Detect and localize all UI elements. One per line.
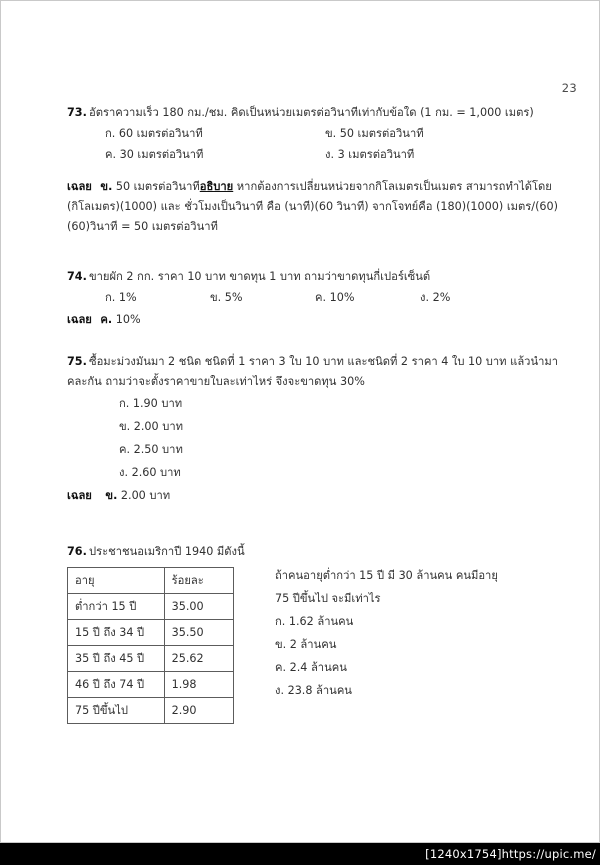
question-76 — [67, 542, 567, 724]
table-header-row — [68, 568, 234, 594]
table-cell-percent: 1.98 — [164, 672, 233, 698]
question-73-choice-b[interactable]: ข. 50 เมตรต่อวินาที — [325, 127, 424, 140]
question-74-answer-choice: ค. — [100, 313, 113, 326]
question-73-answer-explanation — [67, 177, 567, 237]
question-75-choice-a[interactable]: ก. 1.90 บาท — [119, 397, 183, 410]
question-76-stem-line — [67, 542, 567, 562]
question-75-choice-c[interactable]: ค. 2.50 บาท — [119, 443, 183, 456]
question-75 — [67, 352, 567, 506]
question-75-choice-d[interactable]: ง. 2.60 บาท — [119, 466, 181, 479]
table-cell-percent: 2.90 — [164, 698, 233, 724]
table-row — [68, 672, 234, 698]
question-73-stem: อัตราความเร็ว 180 กม./ชม. คิดเป็นหน่วยเมตรต่อวินาทีเท่ากับข้อใด (1 กม. = 1,000 เมตร) — [89, 106, 534, 119]
spacer — [67, 165, 567, 177]
question-73-explain-label: อธิบาย — [199, 180, 234, 193]
page-number: 23 — [561, 81, 577, 95]
question-74-stem-line — [67, 267, 567, 287]
question-76-number: 76. — [67, 545, 87, 558]
question-73-choice-d[interactable]: ง. 3 เมตรต่อวินาที — [325, 148, 415, 161]
question-73-answer-value: 50 เมตรต่อวินาที — [115, 180, 200, 193]
population-table — [67, 567, 234, 724]
table-cell-age: ต่ำกว่า 15 ปี — [68, 594, 165, 620]
table-header-percent: ร้อยละ — [164, 568, 233, 594]
table-cell-percent: 25.62 — [164, 646, 233, 672]
question-76-prompt-line-2: 75 ปีขึ้นไป จะมีเท่าไร — [275, 592, 381, 605]
question-73-number: 73. — [67, 106, 87, 119]
document-content — [67, 103, 567, 724]
population-table-body — [68, 568, 234, 724]
table-cell-age: 35 ปี ถึง 45 ปี — [68, 646, 165, 672]
question-73-answer-label: เฉลย — [67, 180, 92, 193]
question-76-choice-d[interactable]: ง. 23.8 ล้านคน — [275, 684, 352, 697]
question-74-answer-label: เฉลย — [67, 313, 92, 326]
question-74-choice-b[interactable]: ข. 5% — [210, 291, 243, 304]
question-74-choice-row — [67, 287, 567, 308]
table-cell-percent: 35.50 — [164, 620, 233, 646]
table-cell-percent: 35.00 — [164, 594, 233, 620]
question-73-choice-row-1 — [67, 123, 567, 144]
question-74-choice-a[interactable]: ก. 1% — [105, 291, 137, 304]
question-74-choice-c[interactable]: ค. 10% — [315, 291, 355, 304]
question-75-choices — [67, 392, 567, 484]
question-76-prompt-line-1: ถ้าคนอายุต่ำกว่า 15 ปี มี 30 ล้านคน คนมีอายุ — [275, 569, 498, 582]
question-75-answer-choice: ข. — [105, 489, 118, 502]
question-73-explain-body: หากต้องการเปลี่ยนหน่วยจากกิโลเมตรเป็นเมตร สามารถทำได้โดย (กิโลเมตร)(1000) และ ชั่วโมงเป็นวินาที คือ (นาที)(60 วินาที) จากโจทย์คือ (180)(1000) เมตร/(60)(60)วินาที = 50 เมตรต่อวินาที — [67, 180, 559, 233]
question-73-choice-a[interactable]: ก. 60 เมตรต่อวินาที — [105, 127, 203, 140]
question-75-answer-label: เฉลย — [67, 489, 92, 502]
table-cell-age: 46 ปี ถึง 74 ปี — [68, 672, 165, 698]
question-73-answer-choice: ข. — [100, 180, 113, 193]
question-76-choice-c[interactable]: ค. 2.4 ล้านคน — [275, 661, 347, 674]
question-73-choice-row-2 — [67, 144, 567, 165]
question-76-choice-b[interactable]: ข. 2 ล้านคน — [275, 638, 337, 651]
table-row — [68, 646, 234, 672]
question-74-answer — [67, 309, 567, 330]
table-row — [68, 698, 234, 724]
question-73 — [67, 103, 567, 237]
table-cell-age: 15 ปี ถึง 34 ปี — [68, 620, 165, 646]
page-inner — [1, 1, 599, 842]
table-row — [68, 620, 234, 646]
question-75-number: 75. — [67, 355, 87, 368]
question-73-choice-c[interactable]: ค. 30 เมตรต่อวินาที — [105, 148, 204, 161]
table-header-age: อายุ — [68, 568, 165, 594]
watermark-bar — [0, 843, 600, 865]
question-74-answer-value: 10% — [115, 313, 141, 326]
question-76-choice-a[interactable]: ก. 1.62 ล้านคน — [275, 615, 354, 628]
table-row — [68, 594, 234, 620]
watermark-text[interactable]: [1240x1754]https://upic.me/ — [425, 847, 596, 861]
spacer — [67, 506, 567, 542]
spacer — [67, 237, 567, 267]
question-75-choice-b[interactable]: ข. 2.00 บาท — [119, 420, 183, 433]
question-74-stem: ขายผัก 2 กก. ราคา 10 บาท ขาดทุน 1 บาท ถามว่าขาดทุนกี่เปอร์เซ็นต์ — [89, 270, 431, 283]
question-75-stem-line — [67, 352, 567, 392]
question-75-answer-value: 2.00 บาท — [120, 489, 171, 502]
question-74-choice-d[interactable]: ง. 2% — [420, 291, 451, 304]
table-cell-age: 75 ปีขึ้นไป — [68, 698, 165, 724]
question-76-side-panel — [275, 564, 565, 702]
question-74-number: 74. — [67, 270, 87, 283]
question-74 — [67, 267, 567, 330]
question-73-stem-line — [67, 103, 567, 123]
question-76-stem: ประชาชนอเมริกาปี 1940 มีดังนี้ — [89, 545, 245, 558]
question-75-stem: ซื้อมะม่วงมันมา 2 ชนิด ชนิดที่ 1 ราคา 3 ใบ 10 บาท และชนิดที่ 2 ราคา 4 ใบ 10 บาท แล้วนำมาคละกัน ถามว่าจะตั้งราคาขายใบละเท่าไหร่ จึงจะขาดทุน 30% — [67, 355, 559, 388]
spacer — [67, 330, 567, 352]
question-75-answer — [67, 485, 567, 506]
